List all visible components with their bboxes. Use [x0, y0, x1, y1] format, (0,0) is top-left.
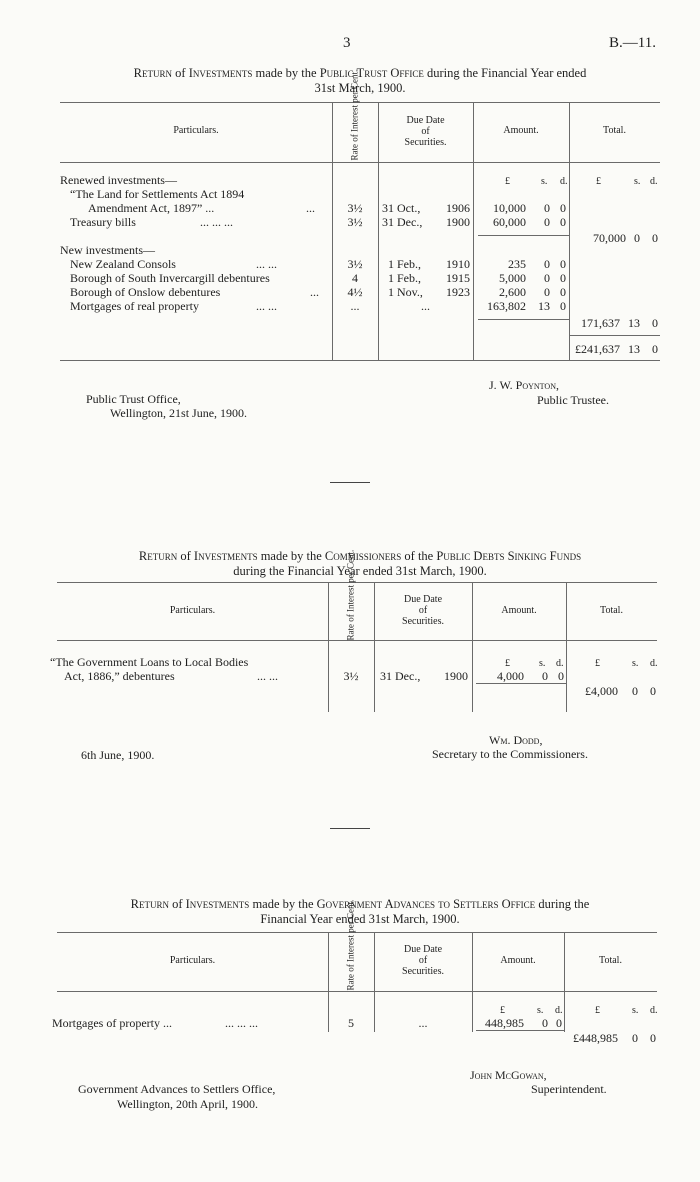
col-header-total: Total. [603, 125, 626, 136]
table-2-date: 6th June, 1900. [81, 748, 155, 762]
table-3-total: £448,985 [573, 1031, 618, 1045]
signatory-2-name: Wm. Dodd, [489, 733, 543, 747]
table-row: Treasury bills [70, 215, 136, 229]
table-2-total: £4,000 [585, 684, 618, 698]
section-divider [330, 482, 370, 483]
table-row: Mortgages of property ... [52, 1016, 172, 1030]
new-total: 171,637 [581, 316, 620, 330]
table-row: “The Government Loans to Local Bodies [50, 655, 249, 669]
table-row: New Zealand Consols [70, 257, 176, 271]
col-header-amount: Amount. [501, 605, 537, 616]
document-reference: B.—11. [609, 35, 656, 51]
col-header-rate: Rate of Interest per Cent. [345, 549, 356, 641]
renewed-heading: Renewed investments— [60, 173, 177, 187]
table-row: Mortgages of real property [70, 299, 199, 313]
office-date-1: Wellington, 21st June, 1900. [110, 406, 248, 420]
col-header-particulars: Particulars. [169, 605, 216, 616]
page-number: 3 [343, 35, 351, 51]
col-header-rate: Rate of Interest per Cent. [349, 69, 360, 161]
signatory-2-title: Secretary to the Commissioners. [432, 747, 588, 761]
signatory-3-title: Superintendent. [531, 1082, 607, 1096]
table-3-title: Return of Investments made by the Government Advances to Settlers Office during the Financial Year ended 31st March, 1900. [130, 897, 590, 926]
col-header-particulars: Particulars. [169, 955, 216, 966]
col-header-amount: Amount. [500, 955, 536, 966]
table-2-title: Return of Investments made by the Commissioners of the Public Debts Sinking Funds during the Financial Year ended 31st March, 1900. [138, 549, 582, 578]
table-row: Borough of Onslow debentures [70, 285, 221, 299]
office-date-3: Wellington, 20th April, 1900. [117, 1097, 259, 1111]
signatory-1-title: Public Trustee. [537, 393, 610, 407]
col-header-due-date: Due Date of Securities. [402, 944, 444, 977]
new-heading: New investments— [60, 243, 155, 257]
office-address-1: Public Trust Office, [86, 392, 181, 406]
section-divider [330, 828, 370, 829]
col-header-total: Total. [599, 955, 622, 966]
grand-total: £241,637 [575, 342, 620, 356]
signatory-1-name: J. W. Poynton, [489, 378, 559, 392]
table-row: “The Land for Settlements Act 1894 [70, 187, 245, 201]
col-header-rate: Rate of Interest per Cent. [345, 899, 356, 991]
table-1-title: Return of Investments made by the Public Trust Office during the Financial Year ended 31st March, 1900. [133, 66, 587, 95]
office-address-3: Government Advances to Settlers Office, [78, 1082, 276, 1096]
col-header-particulars: Particulars. [173, 125, 219, 136]
renewed-total: 70,000 [593, 231, 626, 245]
col-header-amount: Amount. [503, 125, 539, 136]
signatory-3-name: John McGowan, [470, 1068, 547, 1082]
col-header-due-date: Due Date of Securities. [404, 115, 447, 148]
table-row: Borough of South Invercargill debentures [70, 271, 270, 285]
col-header-due-date: Due Date of Securities. [402, 594, 444, 627]
col-header-total: Total. [600, 605, 623, 616]
